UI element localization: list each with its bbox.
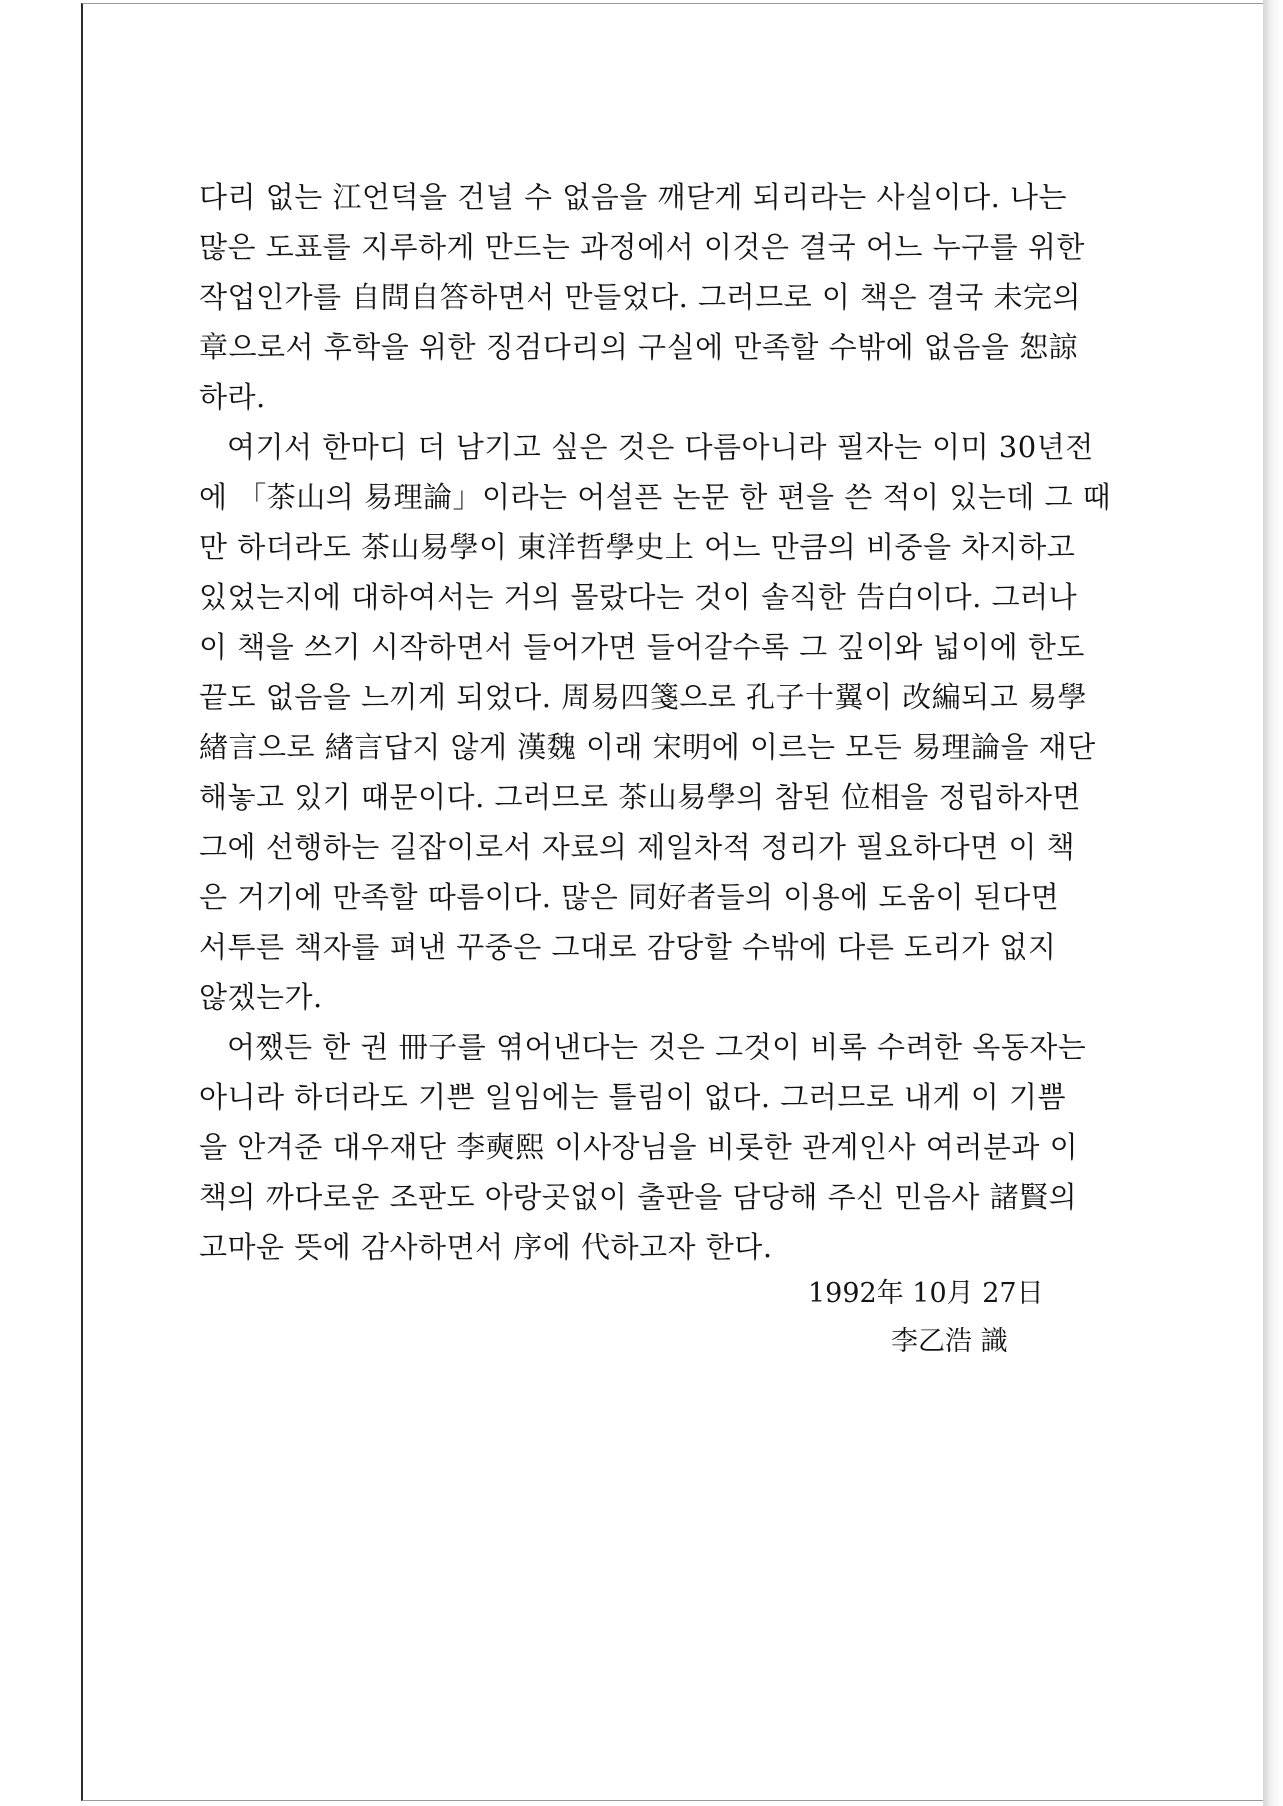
text-line: 에 「茶山의 易理論」이라는 어설픈 논문 한 편을 쓴 적이 있는데 그 때 xyxy=(199,480,1112,514)
paragraph-start-line: 어쨌든 한 권 冊子를 엮어낸다는 것은 그것이 비록 수려한 옥동자는 xyxy=(227,1030,1087,1064)
text-line: 아니라 하더라도 기쁜 일임에는 틀림이 없다. 그러므로 내게 이 기쁨 xyxy=(199,1080,1067,1114)
text-line: 그에 선행하는 길잡이로서 자료의 제일차적 정리가 필요하다면 이 책 xyxy=(199,830,1076,864)
text-line: 緖言으로 緖言답지 않게 漢魏 이래 宋明에 이르는 모든 易理論을 재단 xyxy=(199,730,1096,764)
text-line: 해놓고 있기 때문이다. 그러므로 茶山易學의 참된 位相을 정립하자면 xyxy=(199,780,1082,814)
text-line: 많은 도표를 지루하게 만드는 과정에서 이것은 결국 어느 누구를 위한 xyxy=(199,230,1085,264)
paragraph-start-line: 여기서 한마디 더 남기고 싶은 것은 다름아니라 필자는 이미 30년전 xyxy=(227,430,1094,464)
text-line: 章으로서 후학을 위한 징검다리의 구실에 만족할 수밖에 없음을 恕諒 xyxy=(199,330,1079,364)
signature-date: 1992年 10月 27日 xyxy=(808,1278,1044,1309)
text-line: 하라. xyxy=(199,380,266,414)
text-line: 않겠는가. xyxy=(199,980,323,1014)
text-line: 책의 까다로운 조판도 아랑곳없이 출판을 담당해 주신 민음사 諸賢의 xyxy=(199,1180,1078,1214)
text-line: 서투른 책자를 펴낸 꾸중은 그대로 감당할 수밖에 다른 도리가 없지 xyxy=(199,930,1057,964)
text-line: 다리 없는 江언덕을 건널 수 없음을 깨닫게 되리라는 사실이다. 나는 xyxy=(199,180,1068,214)
text-line: 있었는지에 대하여서는 거의 몰랐다는 것이 솔직한 告白이다. 그러나 xyxy=(199,580,1078,614)
preface-text xyxy=(199,172,1169,1272)
text-line: 끝도 없음을 느끼게 되었다. 周易四箋으로 孔子十翼이 改編되고 易學 xyxy=(199,680,1087,714)
page-edge-shadow xyxy=(1263,0,1283,1806)
text-line: 만 하더라도 茶山易學이 東洋哲學史上 어느 만큼의 비중을 차지하고 xyxy=(199,530,1076,564)
book-page xyxy=(81,3,1263,1801)
text-line: 을 안겨준 대우재단 李奭熙 이사장님을 비롯한 관계인사 여러분과 이 xyxy=(199,1130,1079,1164)
text-line: 은 거기에 만족할 따름이다. 많은 同好者들의 이용에 도움이 된다면 xyxy=(199,880,1060,914)
text-line: 작업인가를 自問自答하면서 만들었다. 그러므로 이 책은 결국 未完의 xyxy=(199,280,1082,314)
text-line: 고마운 뜻에 감사하면서 序에 代하고자 한다. xyxy=(199,1230,773,1264)
text-line: 이 책을 쓰기 시작하면서 들어가면 들어갈수록 그 깊이와 넓이에 한도 xyxy=(199,630,1085,664)
signature-author: 李乙浩 識 xyxy=(891,1326,1008,1357)
